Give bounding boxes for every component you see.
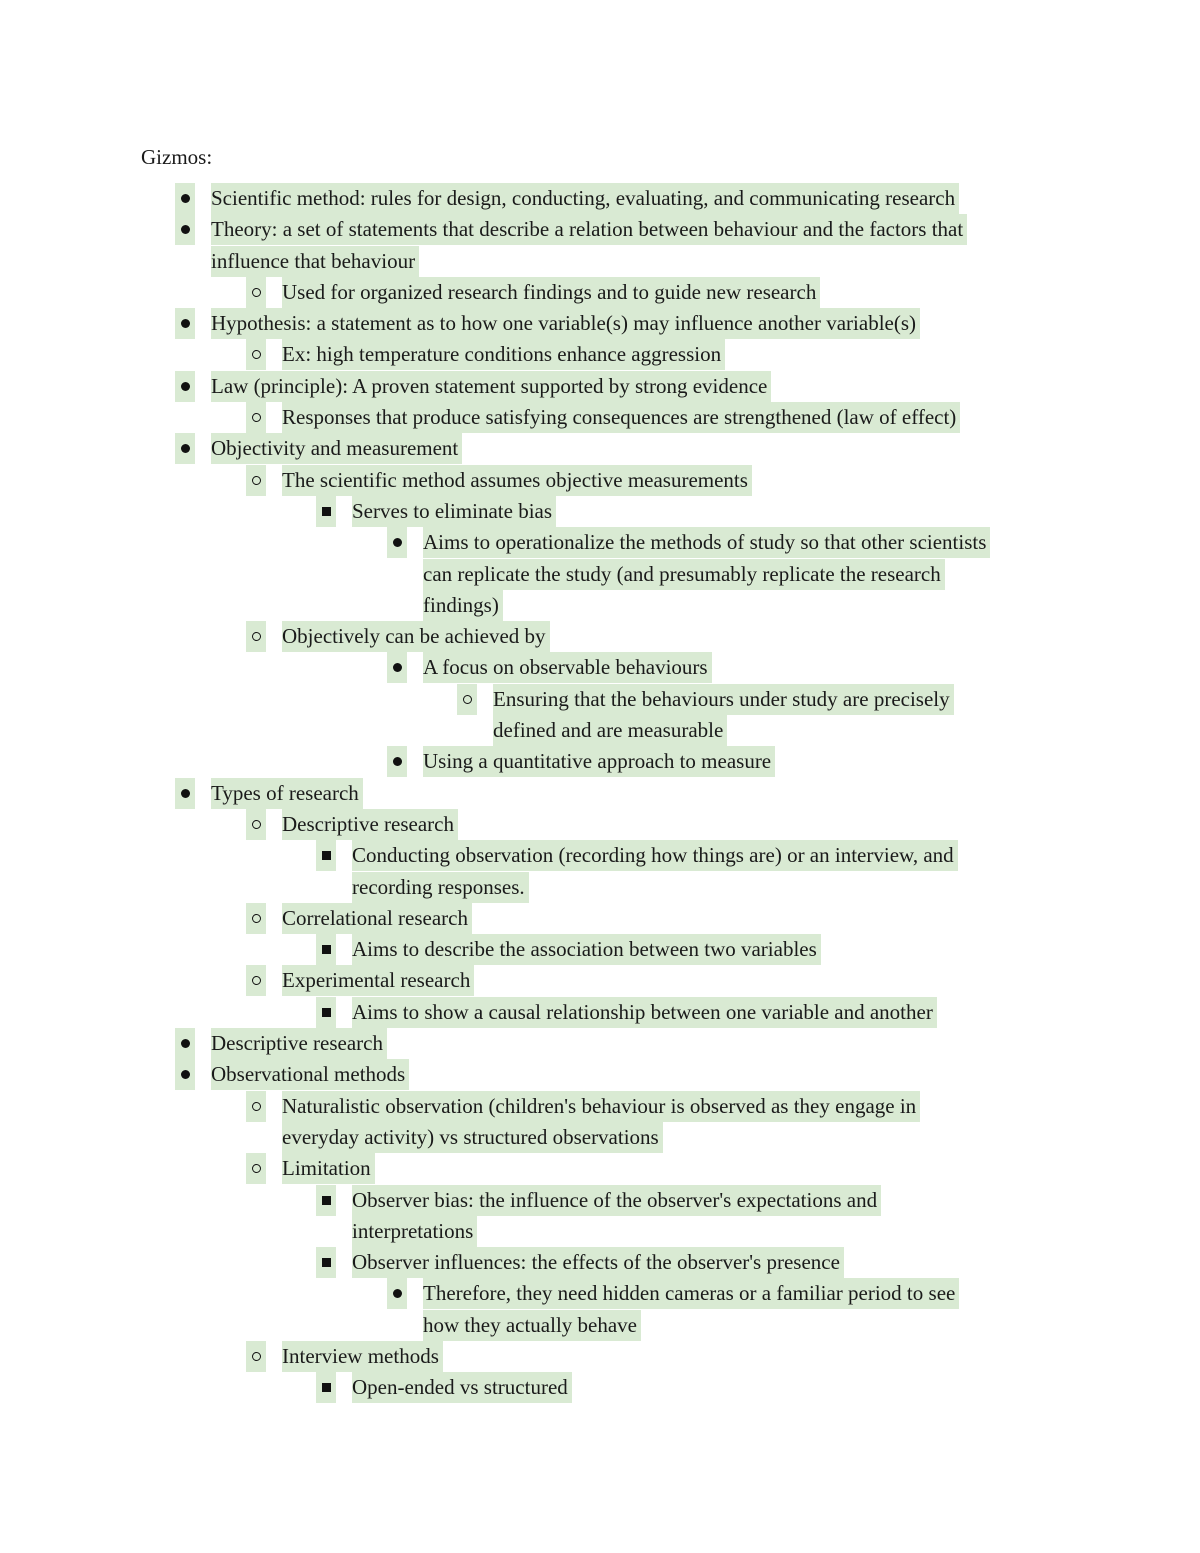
outline-line (0, 1278, 1200, 1309)
outline-line (0, 934, 1200, 965)
outline-line (0, 1059, 1200, 1090)
filled-bullet-icon (175, 371, 195, 402)
square-bullet-icon (316, 997, 336, 1028)
filled-bullet-icon (387, 746, 407, 777)
outline-line (0, 1216, 1200, 1247)
outline-line (0, 1091, 1200, 1122)
outline-line-text: Scientific method: rules for design, conducting, evaluating, and communicating research (211, 183, 959, 214)
outline-line-text: Ensuring that the behaviours under study are precisely (493, 684, 954, 715)
filled-bullet-icon (175, 1028, 195, 1059)
outline-line (0, 778, 1200, 809)
square-bullet-icon (316, 1247, 336, 1278)
hollow-bullet-icon (246, 402, 266, 433)
outline-line (0, 840, 1200, 871)
outline-line-text: Open-ended vs structured (352, 1372, 572, 1403)
outline-line (0, 1372, 1200, 1403)
outline-line-text: Using a quantitative approach to measure (423, 746, 775, 777)
outline-line-text: Ex: high temperature conditions enhance aggression (282, 339, 725, 370)
hollow-bullet-icon (246, 339, 266, 370)
outline-line (0, 809, 1200, 840)
filled-bullet-icon (175, 308, 195, 339)
outline-line-text: influence that behaviour (211, 246, 419, 277)
filled-bullet-icon (175, 433, 195, 464)
square-bullet-icon (316, 934, 336, 965)
outline-line-text: Law (principle): A proven statement supported by strong evidence (211, 371, 771, 402)
outline-line (0, 277, 1200, 308)
outline-line-text: Aims to operationalize the methods of study so that other scientists (423, 527, 990, 558)
hollow-bullet-icon (246, 809, 266, 840)
outline-line (0, 246, 1200, 277)
outline-line-text: Responses that produce satisfying consequences are strengthened (law of effect) (282, 402, 960, 433)
hollow-bullet-icon (246, 903, 266, 934)
outline-line (0, 339, 1200, 370)
filled-bullet-icon (175, 214, 195, 245)
outline-line-text: Aims to describe the association between two variables (352, 934, 821, 965)
outline-line (0, 1341, 1200, 1372)
outline-line-text: Experimental research (282, 965, 474, 996)
outline-line (0, 1122, 1200, 1153)
outline-line (0, 559, 1200, 590)
outline-line (0, 652, 1200, 683)
outline-line (0, 496, 1200, 527)
outline-line-text: Used for organized research findings and to guide new research (282, 277, 820, 308)
hollow-bullet-icon (246, 465, 266, 496)
outline-line-text: how they actually behave (423, 1310, 641, 1341)
filled-bullet-icon (387, 527, 407, 558)
outline-line (0, 1028, 1200, 1059)
outline-line-text: The scientific method assumes objective measurements (282, 465, 752, 496)
outline-line (0, 872, 1200, 903)
outline-line (0, 183, 1200, 214)
square-bullet-icon (316, 840, 336, 871)
square-bullet-icon (316, 496, 336, 527)
filled-bullet-icon (387, 652, 407, 683)
outline-line-text: Limitation (282, 1153, 375, 1184)
hollow-bullet-icon (457, 684, 477, 715)
outline-line-text: Serves to eliminate bias (352, 496, 556, 527)
outline-line (0, 1185, 1200, 1216)
outline-line-text: recording responses. (352, 872, 529, 903)
filled-bullet-icon (387, 1278, 407, 1309)
outline-line-text: Therefore, they need hidden cameras or a familiar period to see (423, 1278, 959, 1309)
outline-line (0, 590, 1200, 621)
outline-line-text: Objectivity and measurement (211, 433, 462, 464)
filled-bullet-icon (175, 778, 195, 809)
outline-line (0, 997, 1200, 1028)
bullet-outline (0, 183, 1200, 1404)
outline-line (0, 465, 1200, 496)
outline-line-text: can replicate the study (and presumably replicate the research (423, 559, 945, 590)
outline-line-text: Correlational research (282, 903, 472, 934)
outline-line (0, 1310, 1200, 1341)
outline-line-text: Theory: a set of statements that describe a relation between behaviour and the factors that (211, 214, 967, 245)
outline-line-text: Naturalistic observation (children's behaviour is observed as they engage in (282, 1091, 920, 1122)
outline-line (0, 433, 1200, 464)
outline-line-text: Descriptive research (282, 809, 458, 840)
outline-line-text: defined and are measurable (493, 715, 727, 746)
outline-line (0, 965, 1200, 996)
outline-line-text: findings) (423, 590, 503, 621)
outline-line (0, 1153, 1200, 1184)
outline-line (0, 684, 1200, 715)
document-heading: Gizmos: (141, 145, 213, 169)
outline-line (0, 621, 1200, 652)
filled-bullet-icon (175, 183, 195, 214)
outline-line-text: everyday activity) vs structured observations (282, 1122, 663, 1153)
outline-line-text: Observational methods (211, 1059, 409, 1090)
square-bullet-icon (316, 1185, 336, 1216)
outline-line (0, 715, 1200, 746)
hollow-bullet-icon (246, 621, 266, 652)
outline-line-text: interpretations (352, 1216, 477, 1247)
hollow-bullet-icon (246, 1153, 266, 1184)
outline-line-text: Types of research (211, 778, 363, 809)
hollow-bullet-icon (246, 1341, 266, 1372)
outline-line (0, 527, 1200, 558)
outline-line-text: A focus on observable behaviours (423, 652, 712, 683)
square-bullet-icon (316, 1372, 336, 1403)
outline-line (0, 903, 1200, 934)
filled-bullet-icon (175, 1059, 195, 1090)
outline-line (0, 308, 1200, 339)
outline-line (0, 214, 1200, 245)
hollow-bullet-icon (246, 277, 266, 308)
outline-line-text: Observer bias: the influence of the observer's expectations and (352, 1185, 881, 1216)
outline-line-text: Observer influences: the effects of the observer's presence (352, 1247, 844, 1278)
outline-line-text: Conducting observation (recording how things are) or an interview, and (352, 840, 958, 871)
outline-line (0, 746, 1200, 777)
hollow-bullet-icon (246, 965, 266, 996)
outline-line-text: Interview methods (282, 1341, 443, 1372)
outline-line-text: Aims to show a causal relationship between one variable and another (352, 997, 937, 1028)
hollow-bullet-icon (246, 1091, 266, 1122)
outline-line-text: Objectively can be achieved by (282, 621, 550, 652)
outline-line (0, 371, 1200, 402)
outline-line-text: Descriptive research (211, 1028, 387, 1059)
outline-line (0, 1247, 1200, 1278)
outline-line-text: Hypothesis: a statement as to how one variable(s) may influence another variable(s) (211, 308, 920, 339)
outline-line (0, 402, 1200, 433)
